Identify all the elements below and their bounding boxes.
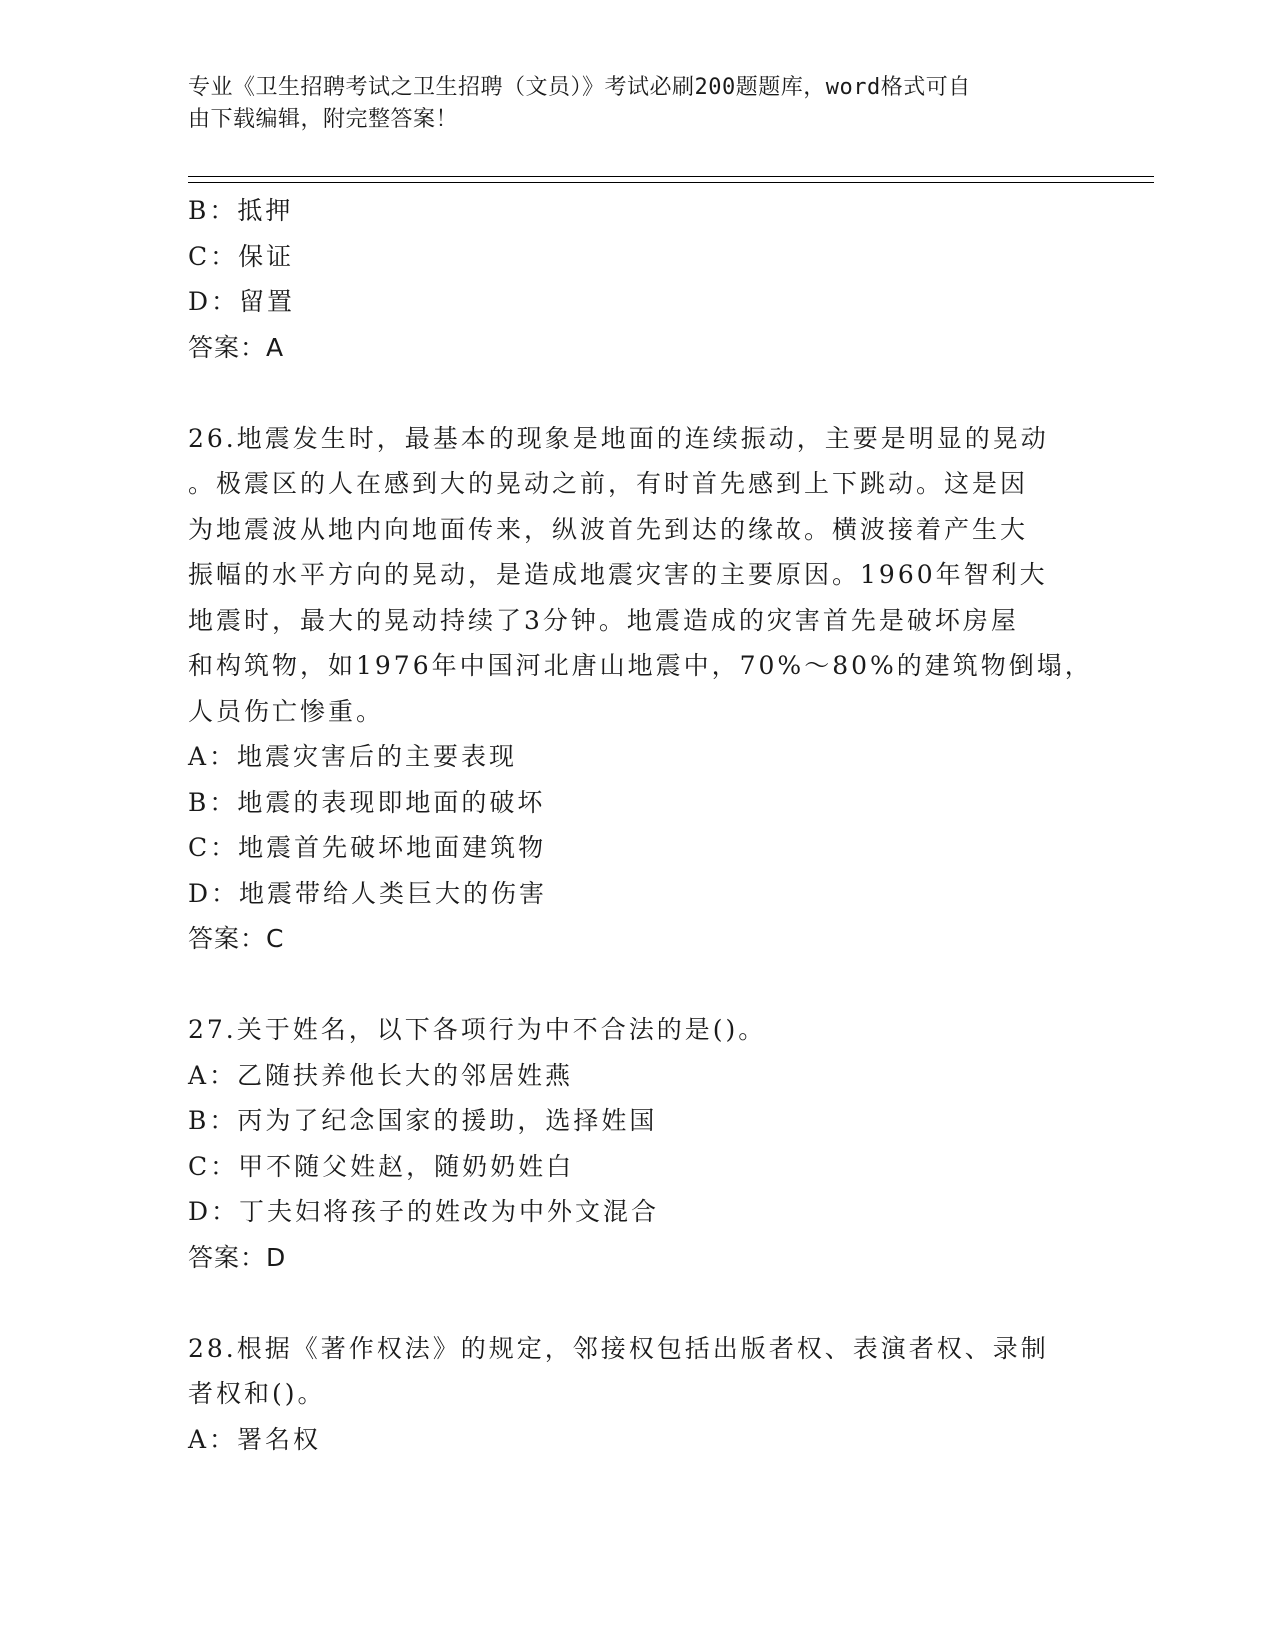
question-text-line: 人员伤亡惨重。 — [188, 696, 385, 726]
option-b: B：抵押 — [188, 196, 294, 225]
header-line-2: 由下载编辑，附完整答案！ — [188, 107, 459, 132]
question-block-26 — [188, 416, 1093, 962]
spacer — [188, 370, 1088, 416]
question-text-line: 地震时，最大的晃动持续了3分钟。地震造成的灾害首先是破坏房屋 — [188, 605, 1019, 635]
question-text-line: 。极震区的人在感到大的晃动之前，有时首先感到上下跳动。这是因 — [188, 469, 1029, 498]
option-a: A：署名权 — [188, 1424, 322, 1454]
answer-line: 答案：A — [188, 332, 285, 362]
question-text-line: 振幅的水平方向的晃动，是造成地震灾害的主要原因。1960年智利大 — [188, 560, 1048, 589]
header-divider-top — [188, 176, 1154, 177]
answer-line: 答案：D — [188, 1242, 287, 1272]
option-c: C：保证 — [188, 241, 295, 271]
option-c: C：甲不随父姓赵，随奶奶姓白 — [188, 1151, 575, 1181]
question-block-25 — [188, 188, 1088, 370]
question-text-line: 和构筑物，如1976年中国河北唐山地震中，70%～80%的建筑物倒塌， — [188, 651, 1093, 680]
option-a: A：乙随扶养他长大的邻居姓燕 — [188, 1060, 574, 1090]
option-d: D：地震带给人类巨大的伤害 — [188, 878, 548, 908]
answer-line: 答案：C — [188, 924, 285, 953]
question-text-line: 26.地震发生时，最基本的现象是地面的连续振动，主要是明显的晃动 — [188, 423, 1049, 453]
question-text-line: 27.关于姓名，以下各项行为中不合法的是()。 — [188, 1015, 767, 1044]
question-block-27 — [188, 1007, 1088, 1280]
question-text-line: 者权和()。 — [188, 1379, 326, 1408]
option-d: D：留置 — [188, 287, 296, 316]
question-content — [188, 188, 1093, 1462]
question-text-line: 为地震波从地内向地面传来，纵波首先到达的缘故。横波接着产生大 — [188, 514, 1029, 544]
page-header — [188, 72, 1068, 136]
question-text-line: 28.根据《著作权法》的规定，邻接权包括出版者权、表演者权、录制 — [188, 1333, 1049, 1363]
spacer — [188, 1280, 1088, 1326]
option-d: D：丁夫妇将孩子的姓改为中外文混合 — [188, 1197, 660, 1226]
option-c: C：地震首先破坏地面建筑物 — [188, 833, 547, 862]
header-divider-bottom — [188, 182, 1154, 183]
option-b: B：丙为了纪念国家的援助，选择姓国 — [188, 1106, 658, 1135]
question-block-28 — [188, 1326, 1088, 1463]
spacer — [188, 962, 1088, 1008]
header-line-1: 专业《卫生招聘考试之卫生招聘（文员）》考试必刷200题题库，word格式可自 — [188, 75, 971, 100]
option-a: A：地震灾害后的主要表现 — [188, 742, 518, 771]
option-b: B：地震的表现即地面的破坏 — [188, 787, 546, 817]
